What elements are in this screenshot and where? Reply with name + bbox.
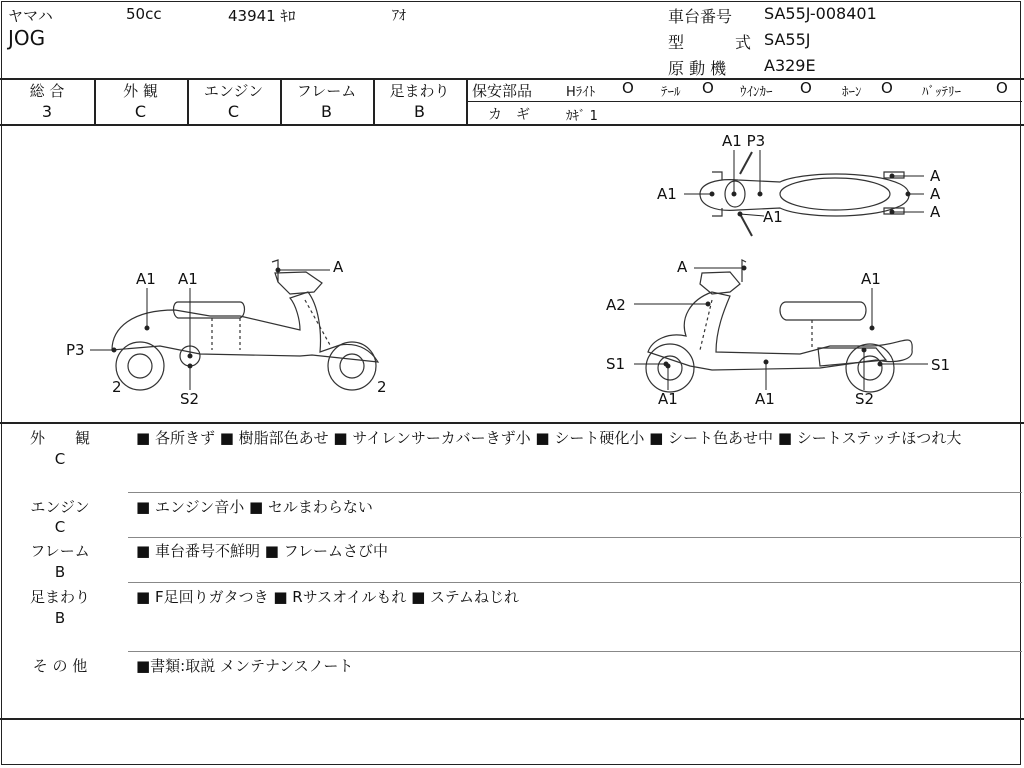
- grade-exterior-label: 外 観: [123, 82, 158, 100]
- model-name: JOG: [8, 26, 46, 50]
- top-label-a1-p3: A1 P3: [722, 132, 766, 150]
- scooter-top-view: [700, 152, 909, 236]
- suspension-section-grade: B: [54, 609, 66, 627]
- left-label-2b: 2: [377, 378, 387, 396]
- tail-label: ﾃｰﾙ: [661, 85, 681, 100]
- right-label-a1-bottom-1: A1: [658, 390, 678, 408]
- left-label-a1-b: A1: [178, 270, 198, 288]
- top-label-a-2: A: [930, 185, 941, 203]
- right-label-a: A: [677, 258, 688, 276]
- engine-remarks: ■ エンジン音小 ■ セルまわらない: [136, 498, 373, 516]
- exterior-section-label: 外 観: [29, 429, 90, 447]
- type-value: SA55J: [764, 30, 811, 49]
- engine-label: 原 動 機: [668, 59, 727, 78]
- left-label-s2: S2: [180, 390, 200, 408]
- exterior-section-grade: C: [54, 450, 66, 468]
- right-label-a1-top: A1: [861, 270, 881, 288]
- right-label-s1-left: S1: [606, 355, 626, 373]
- top-label-a1-bottom: A1: [763, 208, 783, 226]
- safety-label: 保安部品: [472, 82, 533, 100]
- exterior-remarks: ■ 各所きず ■ 樹脂部色あせ ■ サイレンサーカバーきず小 ■ シート硬化小 ■ シート色あせ中 ■ シートステッチほつれ大: [136, 429, 962, 447]
- engine-section-grade: C: [54, 518, 66, 536]
- frame-section-grade: B: [54, 563, 66, 581]
- displacement: 50cc: [126, 5, 162, 23]
- engine-section-label: エンジン: [30, 498, 90, 516]
- suspension-remarks: ■ F足回りガタつき ■ Rサスオイルもれ ■ ステムねじれ: [136, 588, 520, 606]
- left-label-2a: 2: [112, 378, 122, 396]
- key-value: ｶｷﾞ 1: [566, 109, 598, 124]
- winker-ok: O: [800, 79, 812, 97]
- grade-suspension: B: [414, 102, 425, 121]
- left-label-p3: P3: [66, 341, 85, 359]
- left-label-a1-a: A1: [136, 270, 156, 288]
- top-label-a-3: A: [930, 203, 941, 221]
- right-label-s1-right: S1: [931, 356, 951, 374]
- frame-remarks: ■ 車台番号不鮮明 ■ フレームさび中: [136, 542, 389, 560]
- headlight-label: Hﾗｲﾄ: [566, 85, 596, 100]
- left-label-a: A: [333, 258, 344, 276]
- type-label-2: 式: [735, 33, 752, 52]
- headlight-ok: O: [622, 79, 634, 97]
- color: ｱｵ: [392, 8, 406, 24]
- grade-exterior: C: [134, 102, 147, 121]
- frame-no: SA55J-008401: [764, 4, 877, 23]
- suspension-section-label: 足まわり: [29, 588, 90, 606]
- grade-total-label: 総 合: [29, 82, 65, 100]
- horn-ok: O: [881, 79, 893, 97]
- battery-label: ﾊﾞｯﾃﾘｰ: [922, 85, 961, 100]
- grade-engine: C: [227, 102, 240, 121]
- maker: ヤマハ: [8, 7, 53, 25]
- right-label-a1-bottom-2: A1: [755, 390, 775, 408]
- grade-suspension-label: 足まわり: [389, 82, 450, 100]
- horn-label: ﾎｰﾝ: [842, 85, 862, 100]
- grade-frame: B: [321, 102, 332, 121]
- other-remarks: ■書類:取説 メンテナンスノート: [136, 657, 354, 675]
- mileage: 43941 ｷﾛ: [228, 7, 296, 25]
- engine-value: A329E: [764, 56, 816, 75]
- tail-ok: O: [702, 79, 714, 97]
- right-label-a2: A2: [606, 296, 626, 314]
- grade-engine-label: エンジン: [203, 82, 264, 100]
- other-section-label: そ の 他: [32, 657, 88, 675]
- battery-ok: O: [996, 79, 1008, 97]
- frame-section-label: フレーム: [30, 542, 90, 560]
- grade-frame-label: フレーム: [296, 82, 357, 100]
- winker-label: ｳｲﾝｶｰ: [740, 85, 773, 100]
- grade-total: 3: [41, 102, 53, 121]
- top-label-a1-left: A1: [657, 185, 677, 203]
- right-label-s2: S2: [855, 390, 875, 408]
- frame-no-label: 車台番号: [668, 7, 733, 26]
- key-label: カ ギ: [488, 107, 530, 123]
- top-label-a-1: A: [930, 167, 941, 185]
- type-label-1: 型: [668, 33, 685, 52]
